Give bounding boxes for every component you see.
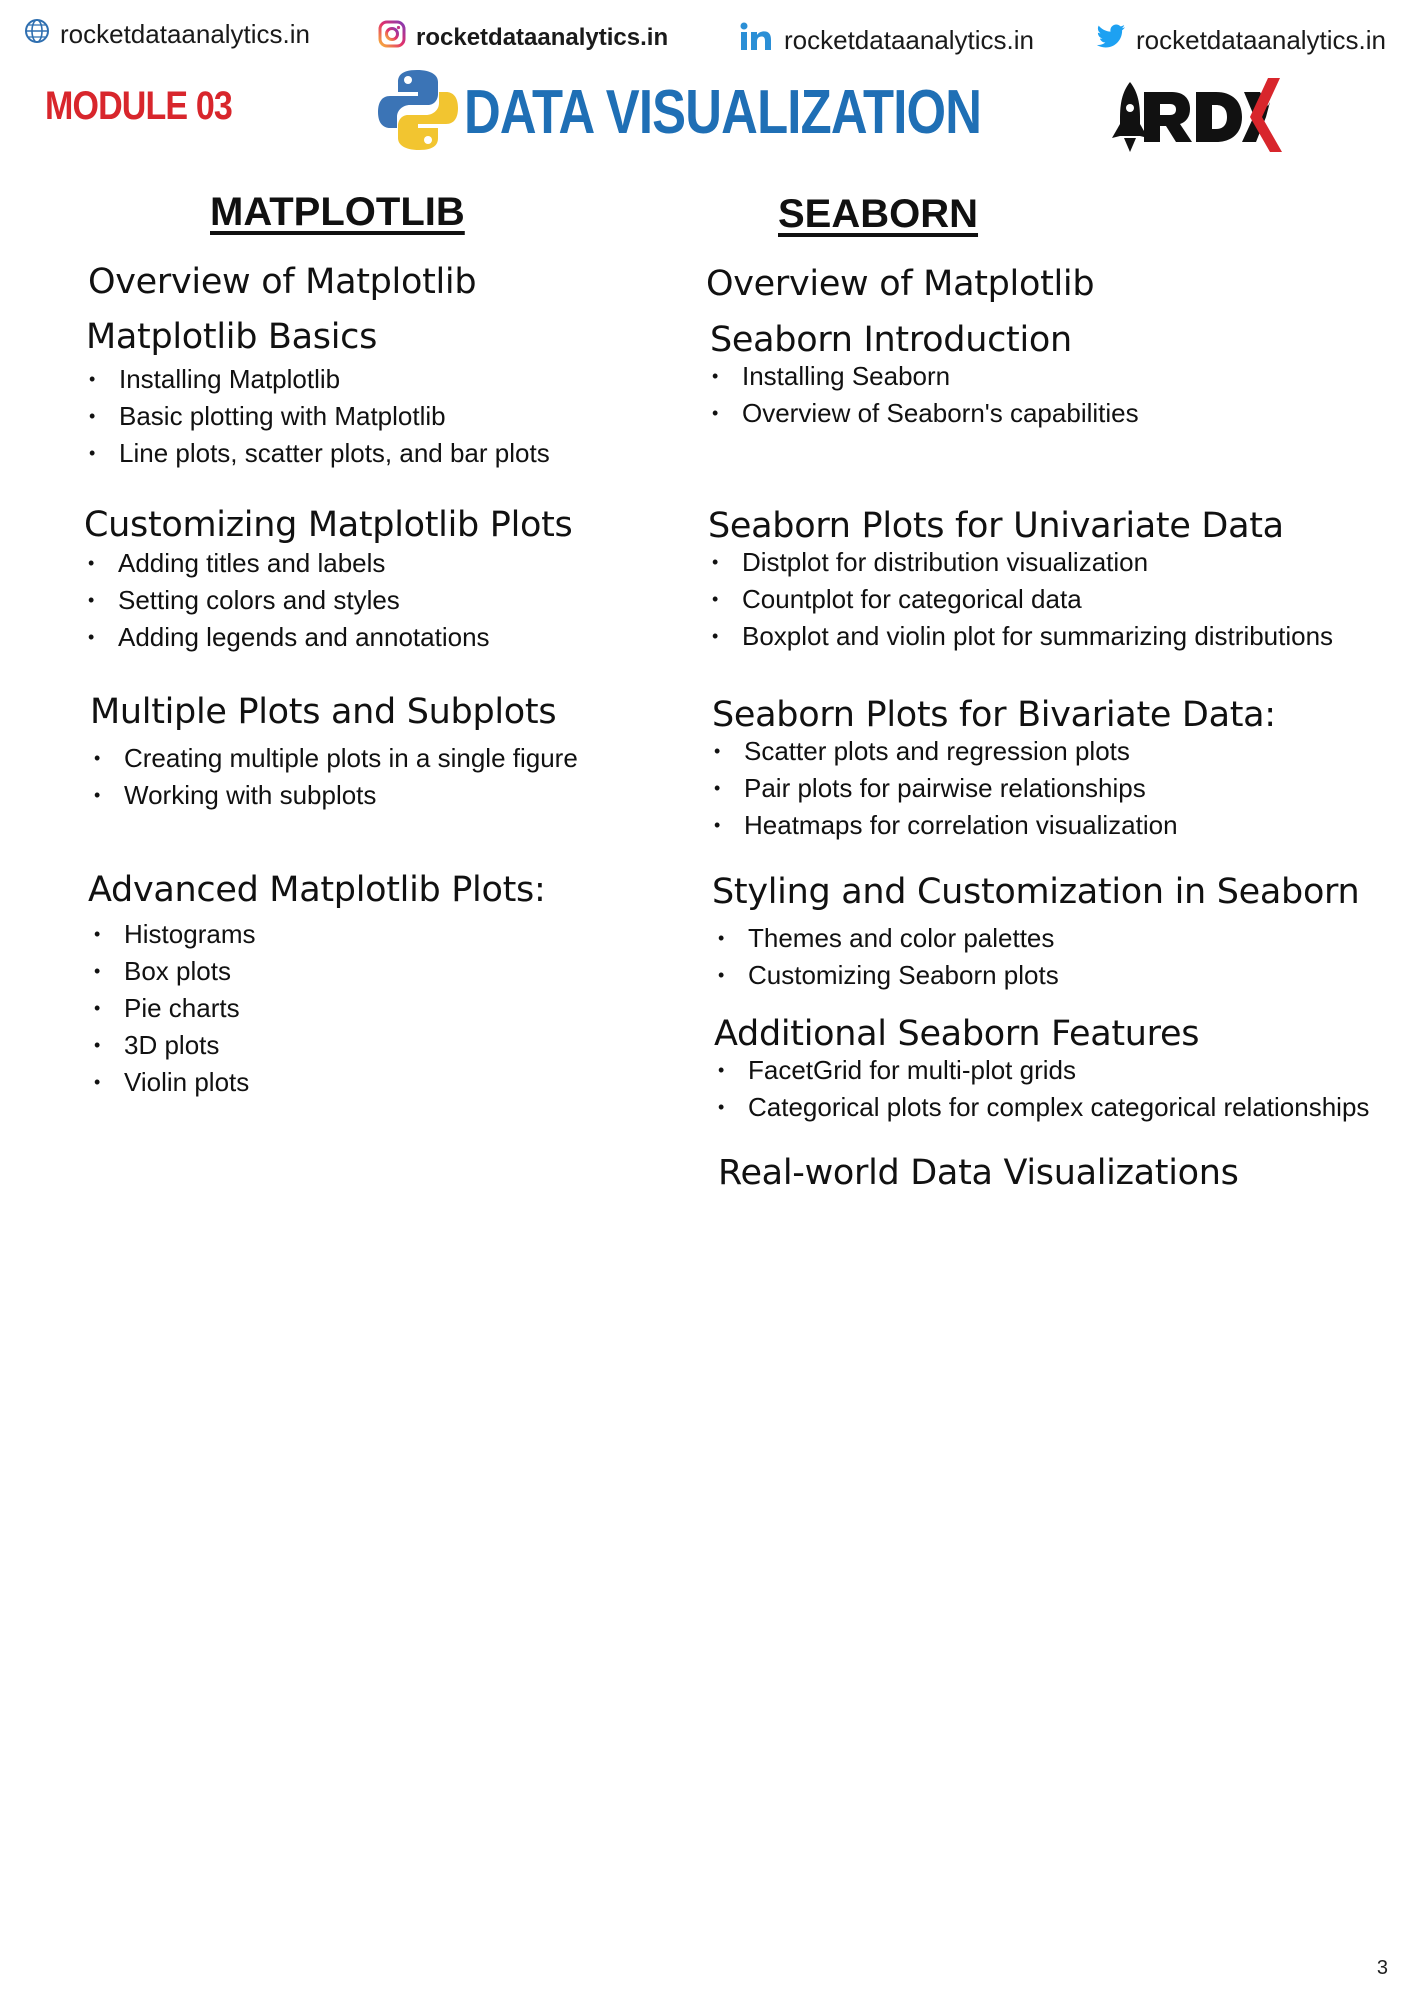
social-linkedin-text: rocketdataanalytics.in: [784, 25, 1035, 55]
list-item: • Scatter plots and regression plots: [712, 733, 1276, 770]
social-instagram-text: rocketdataanalytics.in: [416, 23, 669, 51]
rdx-logo: [1110, 72, 1290, 163]
social-website[interactable]: [24, 18, 310, 51]
page-title: DATA VISUALIZATION: [464, 78, 982, 147]
social-website-text: rocketdataanalytics.in: [60, 19, 311, 49]
list-item: • Overview of Seaborn's capabilities: [710, 395, 1139, 432]
list-item: • Basic plotting with Matplotlib: [87, 398, 550, 435]
left-section-subplots: [90, 692, 578, 814]
list-item: • Box plots: [92, 953, 545, 990]
page-number: 3: [1376, 1957, 1388, 1979]
list-item: • Adding legends and annotations: [86, 619, 572, 656]
left-section-basics: [86, 317, 550, 472]
social-instagram[interactable]: [378, 20, 668, 55]
list-item: • Countplot for categorical data: [710, 581, 1333, 618]
section-title: Multiple Plots and Subplots: [90, 692, 557, 732]
rdx-logo-graphic: [1110, 72, 1290, 158]
social-twitter[interactable]: [1096, 24, 1386, 57]
list-item: • Creating multiple plots in a single figure: [92, 740, 578, 777]
list-item: • Heatmaps for correlation visualization: [712, 807, 1276, 844]
instagram-icon: [378, 20, 406, 55]
list-item: • Setting colors and styles: [86, 582, 572, 619]
linkedin-icon: [740, 22, 774, 59]
list-item: • Pie charts: [92, 990, 545, 1027]
section-title: Seaborn Plots for Univariate Data: [708, 506, 1284, 546]
rocket-icon: [1112, 82, 1148, 152]
list-item: • Working with subplots: [92, 777, 578, 814]
list-item: • Themes and color palettes: [716, 920, 1359, 957]
right-section-univariate: [708, 506, 1333, 655]
section-title: Overview of Matplotlib: [706, 264, 1095, 304]
section-title: Overview of Matplotlib: [88, 262, 477, 302]
social-linkedin[interactable]: [740, 22, 1034, 59]
right-section-introduction: [710, 320, 1139, 432]
section-title: Customizing Matplotlib Plots: [84, 505, 573, 545]
right-section-overview: [706, 264, 1094, 304]
left-section-overview: [88, 262, 476, 302]
list-item: • Violin plots: [92, 1064, 545, 1101]
page-title-block: [378, 68, 1095, 157]
social-twitter-text: rocketdataanalytics.in: [1136, 25, 1387, 55]
section-title: Real-world Data Visualizations: [718, 1153, 1239, 1193]
right-section-additional: [714, 1014, 1369, 1126]
list-item: • Distplot for distribution visualization: [710, 544, 1333, 581]
section-title: Additional Seaborn Features: [714, 1014, 1200, 1054]
section-title: Styling and Customization in Seaborn: [712, 872, 1360, 912]
module-label: MODULE 03: [45, 84, 232, 128]
right-section-styling: [712, 872, 1359, 994]
list-item: • Installing Matplotlib: [87, 361, 550, 398]
list-item: • FacetGrid for multi-plot grids: [716, 1052, 1369, 1089]
list-item: • Installing Seaborn: [710, 358, 1139, 395]
section-title: Matplotlib Basics: [86, 317, 378, 357]
left-section-customizing: [84, 505, 572, 656]
list-item: • Histograms: [92, 916, 545, 953]
list-item: • Boxplot and violin plot for summarizing distributions: [710, 618, 1333, 655]
right-section-realworld: [718, 1153, 1239, 1193]
right-section-bivariate: [712, 695, 1276, 844]
globe-icon: [24, 18, 50, 51]
section-title: Advanced Matplotlib Plots:: [88, 870, 546, 910]
twitter-icon: [1096, 24, 1126, 57]
python-logo-icon: [378, 68, 458, 157]
left-section-advanced: [88, 870, 545, 1101]
list-item: • Line plots, scatter plots, and bar plots: [87, 435, 550, 472]
seaborn-heading: SEABORN: [778, 192, 979, 236]
list-item: • Categorical plots for complex categorical relationships: [716, 1089, 1369, 1126]
list-item: • Pair plots for pairwise relationships: [712, 770, 1276, 807]
list-item: • 3D plots: [92, 1027, 545, 1064]
list-item: • Adding titles and labels: [86, 545, 572, 582]
list-item: • Customizing Seaborn plots: [716, 957, 1359, 994]
section-title: Seaborn Introduction: [710, 320, 1072, 360]
section-title: Seaborn Plots for Bivariate Data:: [712, 695, 1276, 735]
matplotlib-heading: MATPLOTLIB: [210, 190, 465, 234]
